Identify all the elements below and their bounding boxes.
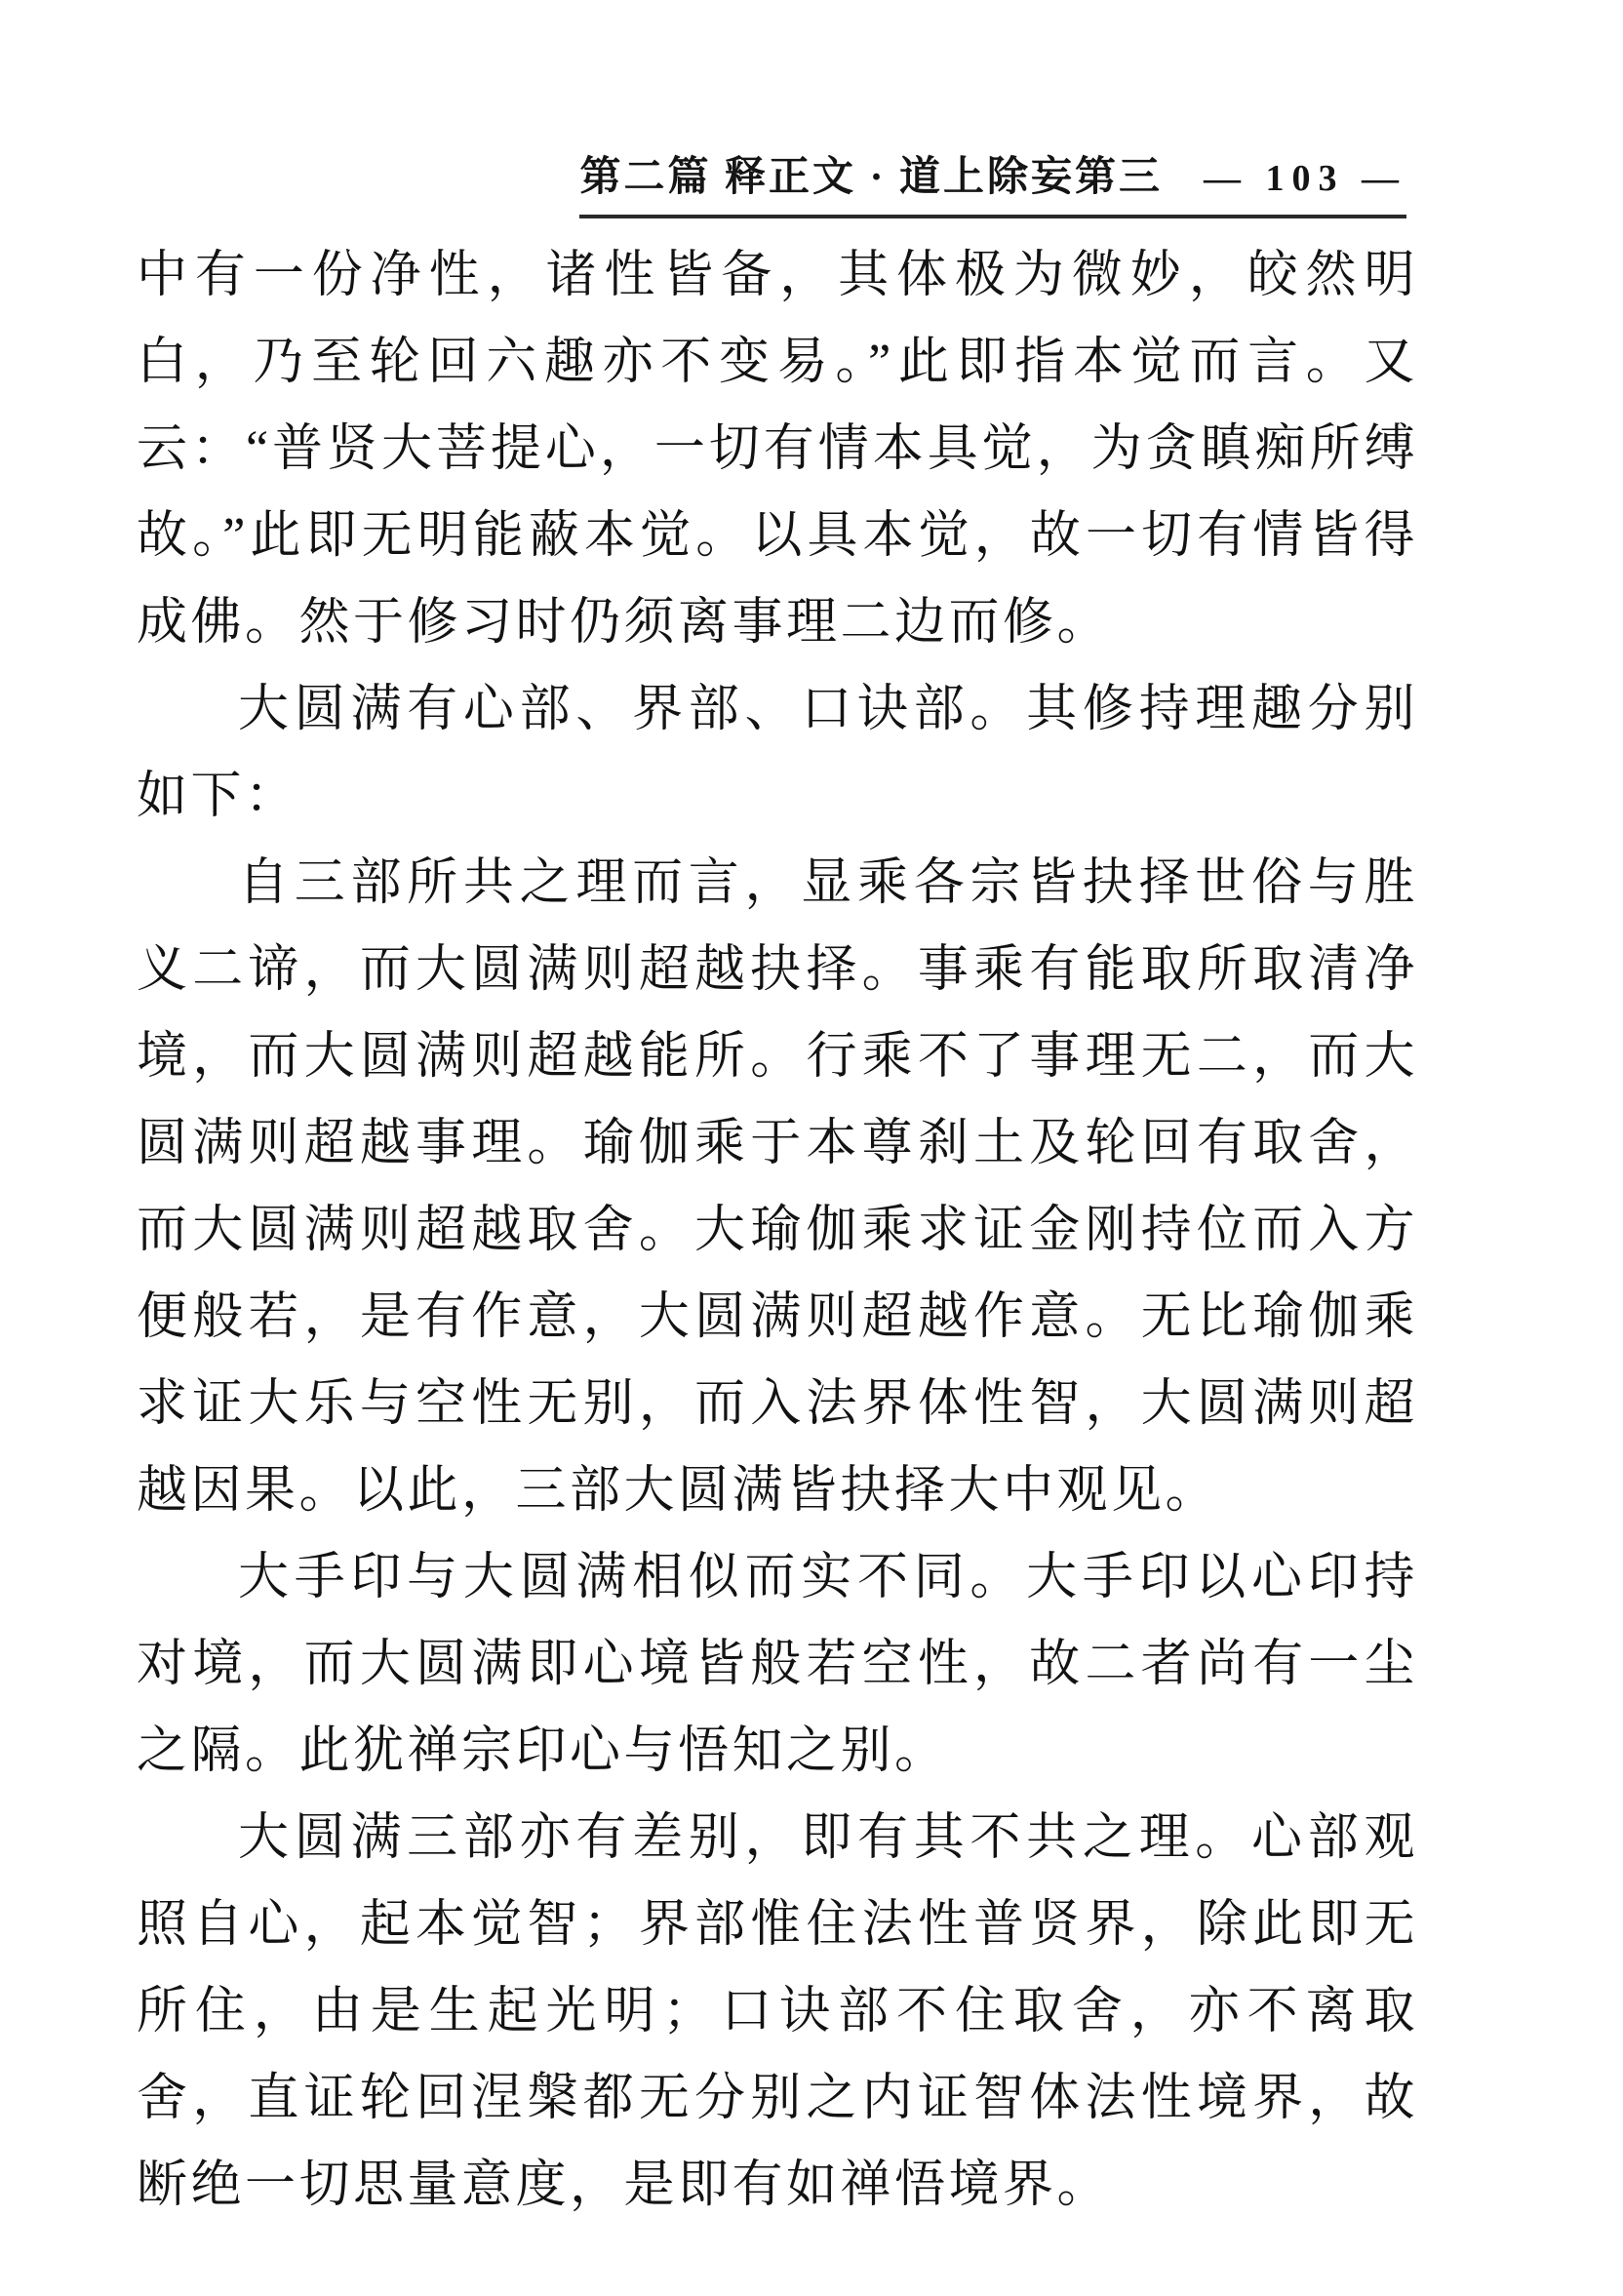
header-underline-block <box>579 144 1406 218</box>
paragraph: 大圆满三部亦有差别，即有其不共之理。心部观照自心，起本觉智；界部惟住法性普贤界，除此即无所住，由是生起光明；口诀部不住取舍，亦不离取舍，直证轮回涅槃都无分别之内证智体法性境界，故断绝一切思量意度，是即有如禅悟境界。 <box>137 1810 1418 2213</box>
running-title: 第二篇 释正文 · 道上除妄第三 <box>579 155 1163 200</box>
paragraph: 中有一份净性，诸性皆备，其体极为微妙，皎然明白，乃至轮回六趣亦不变易。”此即指本觉而言。又云：“普贤大菩提心，一切有情本具觉，为贪瞋痴所缚故。”此即无明能蔽本觉。以具本觉，故一切有情皆得成佛。然于修习时仍须离事理二边而修。 <box>137 248 1418 651</box>
body-text <box>137 232 1418 2229</box>
paragraph: 大圆满有心部、界部、口诀部。其修持理趣分别如下： <box>137 682 1418 824</box>
page-number: — 103 — <box>1204 158 1406 199</box>
paragraph: 大手印与大圆满相似而实不同。大手印以心印持对境，而大圆满即心境皆般若空性，故二者尚有一尘之隔。此犹禅宗印心与悟知之别。 <box>137 1550 1418 1779</box>
paragraph: 自三部所共之理而言，显乘各宗皆抉择世俗与胜义二谛，而大圆满则超越抉择。事乘有能取所取清净境，而大圆满则超越能所。行乘不了事理无二，而大圆满则超越事理。瑜伽乘于本尊刹土及轮回有取舍，而大圆满则超越取舍。大瑜伽乘求证金刚持位而入方便般若，是有作意，大圆满则超越作意。无比瑜伽乘求证大乐与空性无别，而入法界体性智，大圆满则超越因果。以此，三部大圆满皆抉择大中观见。 <box>137 855 1418 1519</box>
page-header <box>579 144 1406 218</box>
